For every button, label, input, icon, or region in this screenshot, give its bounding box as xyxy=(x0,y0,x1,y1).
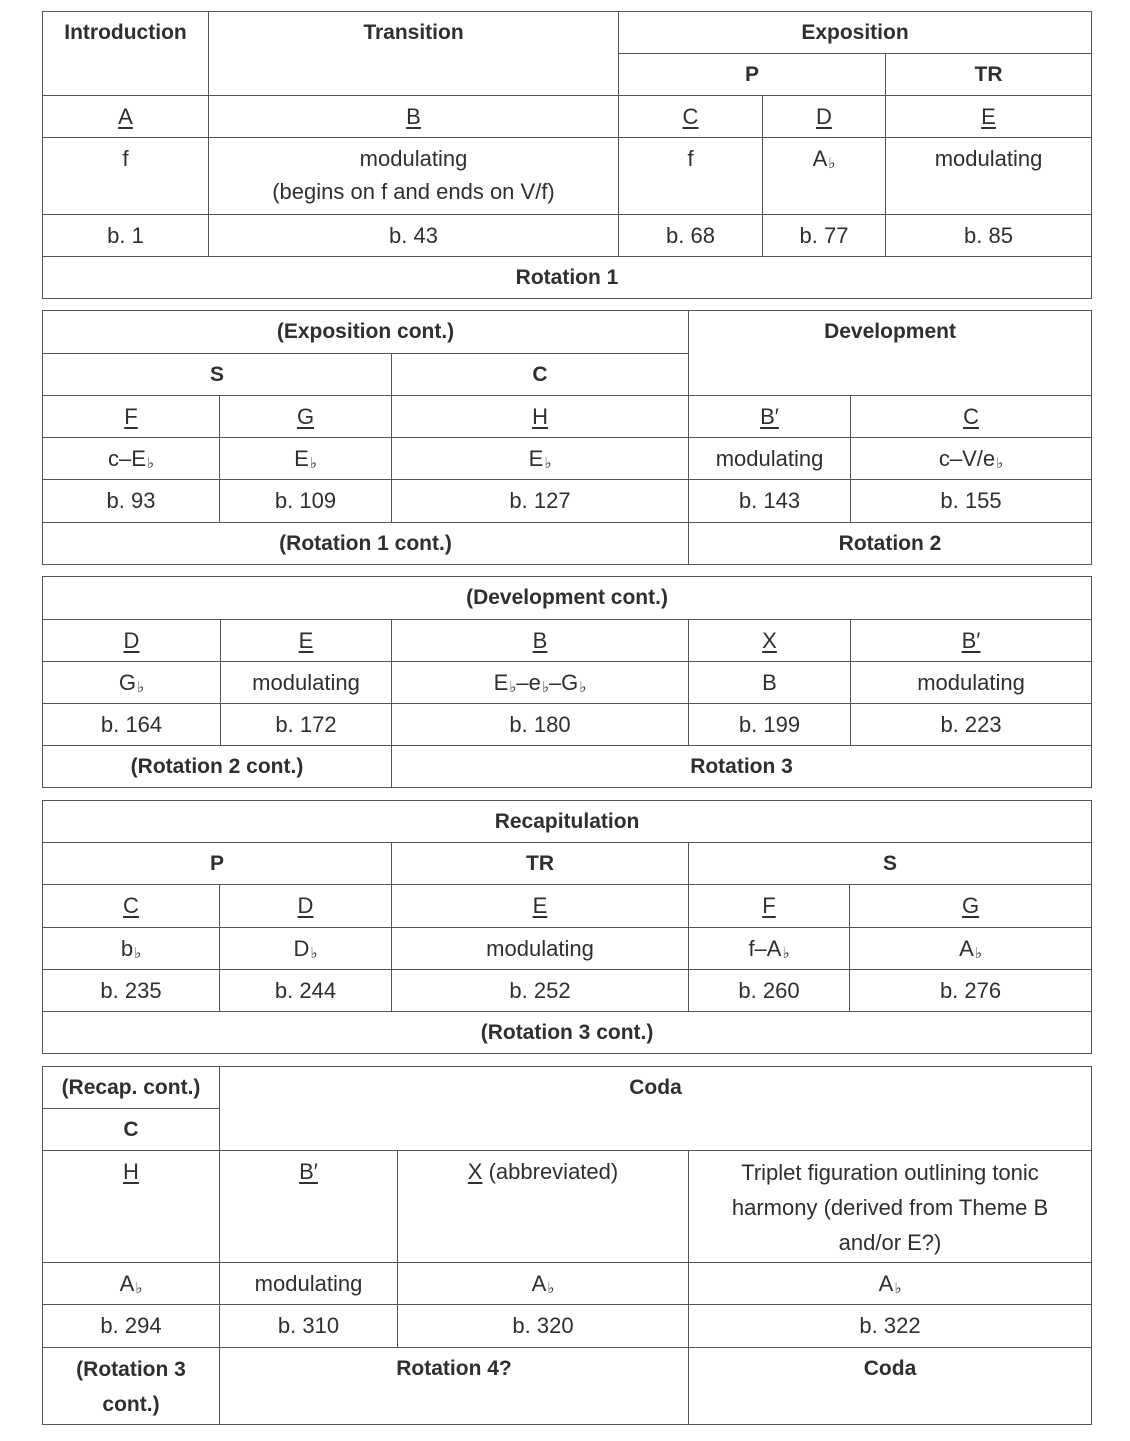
bar-cell: b. 310 xyxy=(220,1305,398,1348)
theme-cell: G xyxy=(850,885,1092,928)
theme-cell: B xyxy=(392,620,689,662)
key-cell: A♭ xyxy=(43,1263,220,1305)
key-cell: A♭ xyxy=(689,1263,1092,1305)
key-cell: A♭ xyxy=(850,928,1092,970)
bar-cell: b. 320 xyxy=(398,1305,689,1348)
theme-cell: G xyxy=(220,396,392,438)
theme-cell: X (abbreviated) xyxy=(398,1151,689,1263)
key-cell: f–A♭ xyxy=(689,928,850,970)
bar-cell: b. 172 xyxy=(221,704,392,746)
flat-symbol: ♭ xyxy=(782,945,790,962)
theme-cell: C xyxy=(851,396,1092,438)
theme-cell: F xyxy=(689,885,850,928)
flat-symbol: ♭ xyxy=(309,455,317,472)
subsection-p: P xyxy=(619,54,886,96)
subsection-p: P xyxy=(43,843,392,885)
rotation-label: (Rotation 3 cont.) xyxy=(43,1012,1092,1054)
flat-symbol: ♭ xyxy=(134,945,142,962)
bar-cell: b. 155 xyxy=(851,480,1092,523)
bar-cell: b. 260 xyxy=(689,970,850,1012)
theme-cell: C xyxy=(43,885,220,928)
bar-cell: b. 252 xyxy=(392,970,689,1012)
key-cell: modulating xyxy=(392,928,689,970)
section-coda: Coda xyxy=(220,1067,1092,1151)
rotation-label: Rotation 3 xyxy=(392,746,1092,788)
key-cell: modulating xyxy=(689,438,851,480)
theme-cell: E xyxy=(886,96,1092,138)
table-recapitulation xyxy=(42,800,1092,1054)
flat-symbol: ♭ xyxy=(974,945,982,962)
key-cell: c–V/e♭ xyxy=(851,438,1092,480)
flat-symbol: ♭ xyxy=(310,945,318,962)
bar-cell: b. 180 xyxy=(392,704,689,746)
section-recap-cont: (Recap. cont.) xyxy=(43,1067,220,1109)
rotation-label: Rotation 2 xyxy=(689,523,1092,565)
flat-symbol: ♭ xyxy=(996,455,1004,472)
subsection-c: C xyxy=(43,1109,220,1151)
subsection-s: S xyxy=(689,843,1092,885)
section-exposition-cont: (Exposition cont.) xyxy=(43,311,689,354)
bar-cell: b. 276 xyxy=(850,970,1092,1012)
key-cell: D♭ xyxy=(220,928,392,970)
flat-symbol: ♭ xyxy=(135,1280,143,1297)
section-introduction: Introduction xyxy=(43,12,209,96)
key-cell: E♭–e♭–G♭ xyxy=(392,662,689,704)
flat-symbol: ♭ xyxy=(541,679,549,696)
flat-symbol: ♭ xyxy=(894,1280,902,1297)
key-cell: modulating xyxy=(220,1263,398,1305)
section-exposition: Exposition xyxy=(619,12,1092,54)
bar-cell: b. 77 xyxy=(763,215,886,257)
table-rotation-1 xyxy=(42,11,1092,299)
theme-cell: B′ xyxy=(689,396,851,438)
key-cell: A♭ xyxy=(398,1263,689,1305)
theme-cell: D xyxy=(763,96,886,138)
bar-cell: b. 244 xyxy=(220,970,392,1012)
bar-cell: b. 143 xyxy=(689,480,851,523)
flat-symbol: ♭ xyxy=(146,455,154,472)
key-cell: modulating xyxy=(221,662,392,704)
table-coda xyxy=(42,1066,1092,1425)
subsection-tr: TR xyxy=(886,54,1092,96)
bar-cell: b. 109 xyxy=(220,480,392,523)
subsection-s: S xyxy=(43,354,392,396)
theme-cell: D xyxy=(220,885,392,928)
flat-symbol: ♭ xyxy=(579,679,587,696)
subsection-tr: TR xyxy=(392,843,689,885)
key-cell: G♭ xyxy=(43,662,221,704)
key-cell: b♭ xyxy=(43,928,220,970)
triplet-description: Triplet figuration outlining tonic harmony (derived from Theme B and/or E?) xyxy=(689,1151,1092,1263)
table-rotation-3 xyxy=(42,576,1092,788)
theme-cell: B′ xyxy=(851,620,1092,662)
key-cell: modulating xyxy=(851,662,1092,704)
theme-cell: D xyxy=(43,620,221,662)
bar-cell: b. 235 xyxy=(43,970,220,1012)
key-cell: E♭ xyxy=(220,438,392,480)
theme-cell: B′ xyxy=(220,1151,398,1263)
key-cell: f xyxy=(619,138,763,215)
rotation-label: Coda xyxy=(689,1348,1092,1425)
bar-cell: b. 43 xyxy=(209,215,619,257)
section-development: Development xyxy=(689,311,1092,396)
theme-cell: E xyxy=(392,885,689,928)
rotation-label: (Rotation 1 cont.) xyxy=(43,523,689,565)
bar-cell: b. 199 xyxy=(689,704,851,746)
key-cell: E♭ xyxy=(392,438,689,480)
rotation-label: Rotation 4? xyxy=(220,1348,689,1425)
key-cell: c–E♭ xyxy=(43,438,220,480)
key-cell: modulating xyxy=(886,138,1092,215)
section-transition: Transition xyxy=(209,12,619,96)
bar-cell: b. 1 xyxy=(43,215,209,257)
rotation-label: (Rotation 2 cont.) xyxy=(43,746,392,788)
theme-cell: X xyxy=(689,620,851,662)
bar-cell: b. 223 xyxy=(851,704,1092,746)
section-recapitulation: Recapitulation xyxy=(43,801,1092,843)
theme-cell: C xyxy=(619,96,763,138)
key-cell: A♭ xyxy=(763,138,886,215)
key-cell: f xyxy=(43,138,209,215)
theme-cell: A xyxy=(43,96,209,138)
flat-symbol: ♭ xyxy=(828,155,836,172)
bar-cell: b. 294 xyxy=(43,1305,220,1348)
flat-symbol: ♭ xyxy=(544,455,552,472)
theme-cell: F xyxy=(43,396,220,438)
key-cell: B xyxy=(689,662,851,704)
bar-cell: b. 85 xyxy=(886,215,1092,257)
theme-cell: E xyxy=(221,620,392,662)
subsection-c: C xyxy=(392,354,689,396)
theme-cell: H xyxy=(392,396,689,438)
bar-cell: b. 164 xyxy=(43,704,221,746)
key-cell: modulating (begins on f and ends on V/f) xyxy=(209,138,619,215)
rotation-label: Rotation 1 xyxy=(43,257,1092,299)
theme-cell: B xyxy=(209,96,619,138)
bar-cell: b. 93 xyxy=(43,480,220,523)
theme-cell: H xyxy=(43,1151,220,1263)
flat-symbol: ♭ xyxy=(509,679,517,696)
section-development-cont: (Development cont.) xyxy=(43,577,1092,620)
flat-symbol: ♭ xyxy=(547,1280,555,1297)
bar-cell: b. 127 xyxy=(392,480,689,523)
flat-symbol: ♭ xyxy=(137,679,145,696)
rotation-label: (Rotation 3 cont.) xyxy=(43,1348,220,1425)
bar-cell: b. 68 xyxy=(619,215,763,257)
table-rotation-2 xyxy=(42,310,1092,565)
bar-cell: b. 322 xyxy=(689,1305,1092,1348)
